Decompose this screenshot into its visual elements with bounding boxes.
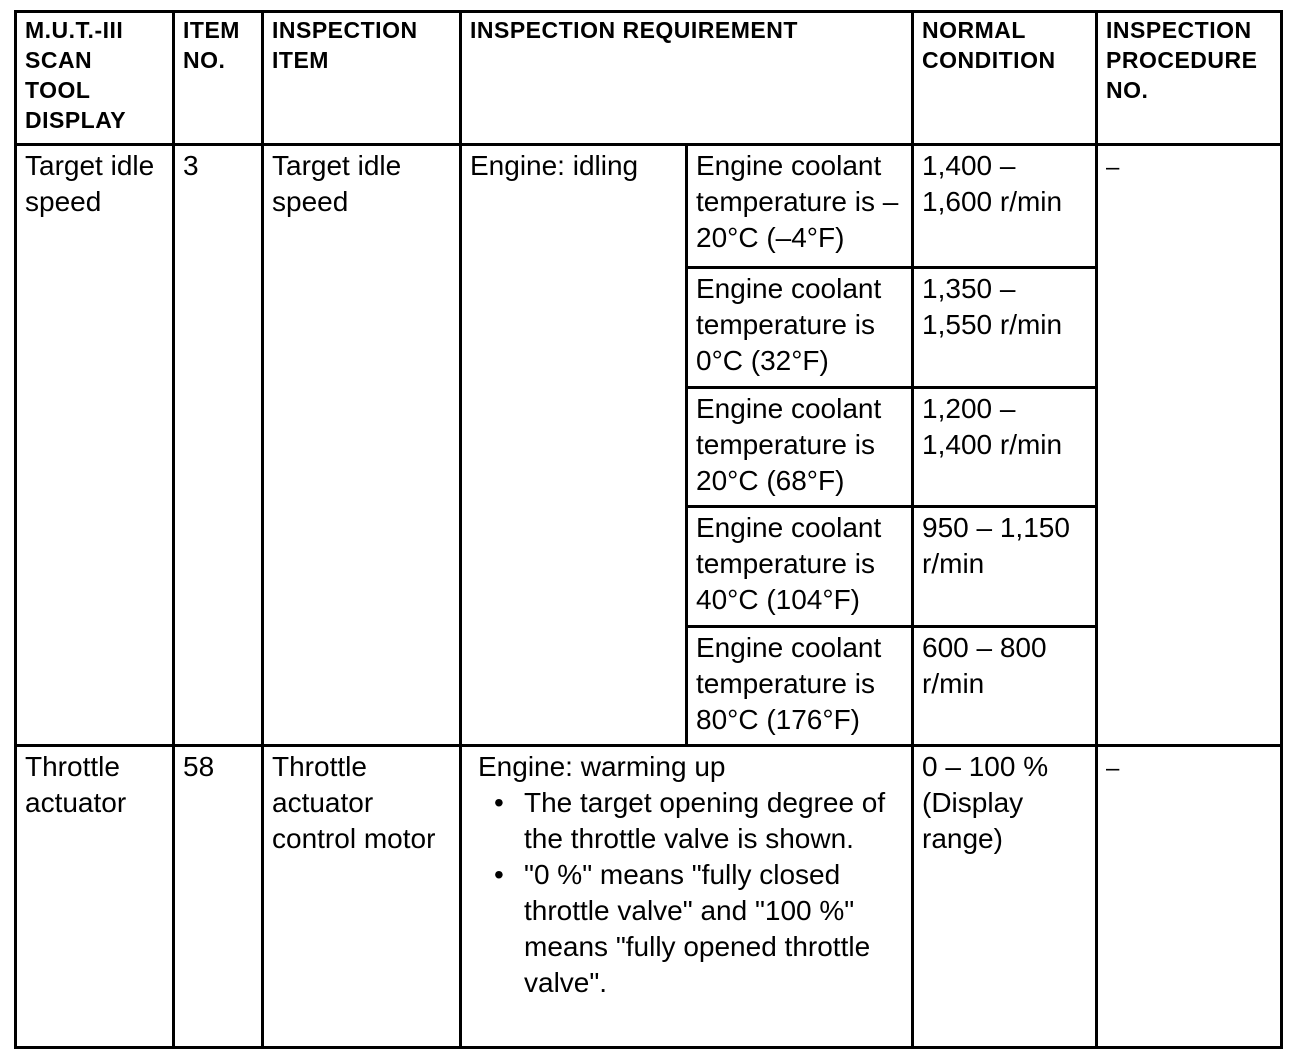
cell-condition: Engine coolant temperature is 20°C (68°F) [687,388,913,507]
cell-requirement [461,746,913,1048]
cell-normal: 1,400 – 1,600 r/min [913,145,1097,268]
cell-procedure: – [1097,145,1282,746]
requirement-notes [478,785,903,1001]
header-scan-tool-display: M.U.T.-III SCAN TOOL DISPLAY [16,12,174,145]
header-row [16,12,1282,145]
cell-inspection-item: Target idle speed [263,145,461,746]
header-inspection-requirement: INSPECTION REQUIREMENT [461,12,913,145]
header-normal-condition: NORMAL CONDITION [913,12,1097,145]
cell-condition: Engine coolant temperature is –20°C (–4°F) [687,145,913,268]
cell-procedure: – [1097,746,1282,1048]
cell-display: Target idle speed [16,145,174,746]
cell-condition: Engine coolant temperature is 40°C (104°F) [687,507,913,627]
inspection-table [14,10,1283,1049]
cell-normal: 0 – 100 % (Display range) [913,746,1097,1048]
cell-normal: 1,350 – 1,550 r/min [913,268,1097,388]
requirement-heading: Engine: warming up [478,751,726,782]
header-inspection-item: INSPECTION ITEM [263,12,461,145]
header-item-no: ITEM NO. [174,12,263,145]
cell-item-no: 58 [174,746,263,1048]
cell-normal: 950 – 1,150 r/min [913,507,1097,627]
cell-display: Throttle actuator [16,746,174,1048]
cell-inspection-item: Throttle actuator control motor [263,746,461,1048]
table-row [16,746,1282,1048]
list-item: • "0 %" means "fully closed throttle valve" and "100 %" means "fully opened throttle valve". [524,857,903,1001]
cell-normal: 1,200 – 1,400 r/min [913,388,1097,507]
cell-normal: 600 – 800 r/min [913,627,1097,746]
cell-condition: Engine coolant temperature is 80°C (176°F) [687,627,913,746]
list-item: • The target opening degree of the throttle valve is shown. [524,785,903,857]
cell-condition: Engine coolant temperature is 0°C (32°F) [687,268,913,388]
cell-item-no: 3 [174,145,263,746]
table-row [16,145,1282,268]
header-inspection-procedure-no: INSPECTION PROCEDURE NO. [1097,12,1282,145]
cell-requirement: Engine: idling [461,145,687,746]
